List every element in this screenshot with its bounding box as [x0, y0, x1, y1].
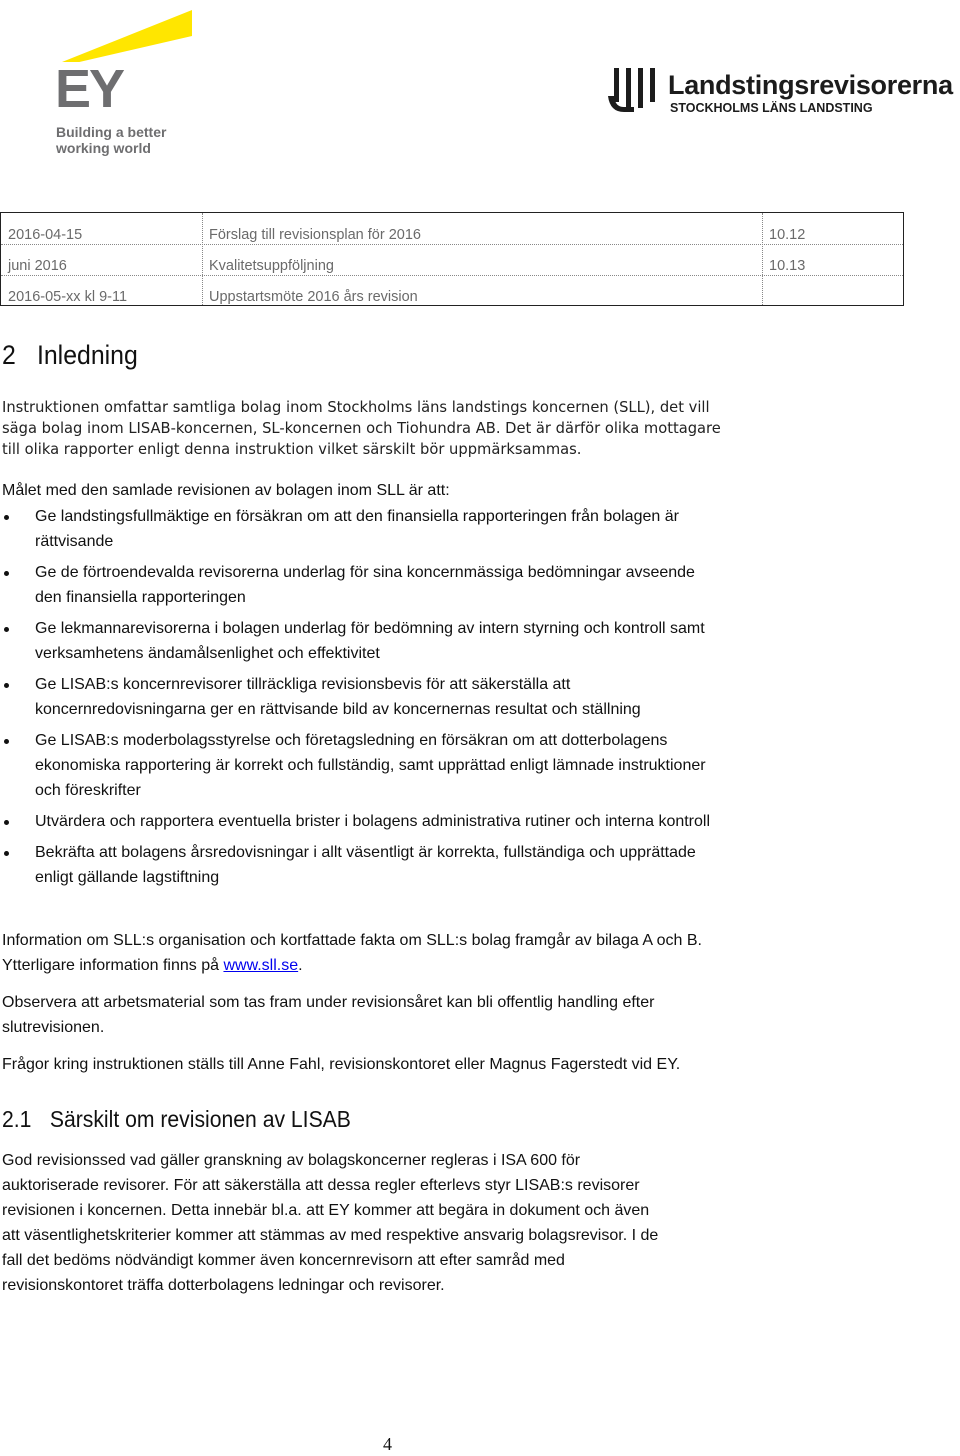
lr-subtitle: STOCKHOLMS LÄNS LANDSTING [670, 101, 873, 115]
table-cell-date: 2016-05-xx kl 9-11 [8, 289, 128, 305]
list-item [0, 504, 860, 554]
list-item-line: Ge de förtroendevalda revisorerna underlag för sina koncernmässiga bedömningar avseende [35, 564, 695, 581]
list-item-line: Utvärdera och rapportera eventuella brister i bolagens administrativa rutiner och interna kontroll [35, 813, 711, 830]
section-number: 2 [2, 340, 16, 370]
table-cell-date: juni 2016 [8, 258, 67, 274]
table-row [1, 275, 903, 306]
intro-paragraph [2, 397, 822, 460]
observe-line: Observera att arbetsmaterial som tas fram under revisionsåret kan bli offentlig handling efter [2, 994, 655, 1011]
list-item [0, 840, 860, 890]
lr-mark-icon [606, 66, 662, 116]
lisab-line: revisionskontoret träffa dotterbolagens ledningar och revisorer. [2, 1277, 445, 1294]
observe-line: slutrevisionen. [2, 1019, 105, 1036]
list-item-line: Ge landstingsfullmäktige en försäkran om att den finansiella rapporteringen från bolagen är [35, 508, 679, 525]
list-item [0, 809, 860, 834]
list-item-line: och föreskrifter [35, 782, 141, 799]
info-paragraph [2, 928, 822, 978]
lisab-line: att väsentlighetskriterier kommer att stämmas av med respektive ansvarig bolagsrevisor. I de [2, 1227, 659, 1244]
list-item [0, 560, 860, 610]
section-title: Inledning [36, 340, 138, 370]
ey-logo [52, 6, 192, 156]
list-item-line: Ge LISAB:s koncernrevisorer tillräckliga revisionsbevis för att säkerställa att [35, 676, 571, 693]
bullet-icon [4, 851, 9, 856]
ey-tagline-line1: Building a better [56, 124, 167, 140]
bullet-icon [4, 820, 9, 825]
contact-paragraph: Frågor kring instruktionen ställs till Anne Fahl, revisionskontoret eller Magnus Fagerstedt vid EY. [2, 1056, 681, 1073]
info-text: Ytterligare information finns på [2, 957, 224, 974]
list-item [0, 728, 860, 803]
bullet-icon [4, 739, 9, 744]
table-row [1, 244, 903, 275]
ey-tagline [56, 124, 166, 156]
lr-logo [606, 66, 960, 118]
lisab-line: revisionen i koncernen. Detta innebär bl.a. att EY kommer att begära in dokument och även [2, 1202, 650, 1219]
ey-mark: EY [55, 59, 124, 119]
table-cell-date: 2016-04-15 [8, 227, 83, 243]
table-cell-event: Förslag till revisionsplan för 2016 [209, 227, 421, 243]
page-number: 4 [383, 1434, 392, 1454]
bullet-icon [4, 571, 9, 576]
list-item-line: verksamhetens ändamålsenlighet och effektivitet [35, 645, 380, 662]
info-text: . [298, 957, 303, 974]
info-line [2, 953, 822, 978]
list-item-line: Ge lekmannarevisorerna i bolagen underlag för bedömning av intern styrning och kontroll samt [35, 620, 705, 637]
section-heading [2, 340, 138, 371]
list-item-line: Ge LISAB:s moderbolagsstyrelse och företagsledning en försäkran om att dotterbolagens [35, 732, 668, 749]
list-item-line: den finansiella rapporteringen [35, 589, 246, 606]
info-line: Information om SLL:s organisation och kortfattade fakta om SLL:s bolag framgår av bilaga A och B. [2, 932, 702, 949]
lisab-line: fall det bedöms nödvändigt kommer även koncernrevisorn att efter samråd med [2, 1252, 565, 1269]
goals-list [0, 504, 860, 896]
bullet-icon [4, 515, 9, 520]
sll-link[interactable]: www.sll.se [223, 957, 299, 974]
lisab-paragraph [2, 1148, 822, 1298]
lisab-line: God revisionssed vad gäller granskning av bolagskoncerner regleras i ISA 600 för [2, 1152, 581, 1169]
schedule-table [0, 212, 904, 306]
intro-line: Instruktionen omfattar samtliga bolag inom Stockholms läns landstings koncernen (SLL), det vill [2, 399, 710, 416]
intro-line: till olika rapporter enligt denna instruktion vilket särskilt bör uppmärksammas. [2, 441, 582, 458]
table-row [1, 213, 903, 244]
goals-lead: Målet med den samlade revisionen av bolagen inom SLL är att: [2, 482, 450, 499]
ey-tagline-line2: working world [56, 140, 151, 156]
subsection-heading [2, 1106, 351, 1133]
list-item-line: rättvisande [35, 533, 114, 550]
table-cell-ref: 10.13 [769, 258, 806, 274]
lr-name: Landstingsrevisorerna [668, 70, 953, 100]
ey-beam-icon [62, 6, 192, 62]
bullet-icon [4, 683, 9, 688]
list-item-line: Bekräfta att bolagens årsredovisningar i allt väsentligt är korrekta, fullständiga och upprättade [35, 844, 696, 861]
list-item-line: ekonomiska rapportering är korrekt och fullständig, samt upprättad enligt lämnade instruktioner [35, 757, 706, 774]
subsection-number: 2.1 [2, 1106, 32, 1132]
intro-line: säga bolag inom LISAB-koncernen, SL-koncernen och Tiohundra AB. Det är därför olika mottagare [2, 420, 721, 437]
lisab-line: auktoriserade revisorer. För att säkerställa att dessa regler efterlevs styr LISAB:s revisorer [2, 1177, 640, 1194]
list-item-line: koncernredovisningarna ger en rättvisande bild av koncernernas resultat och ställning [35, 701, 641, 718]
list-item [0, 616, 860, 666]
table-cell-event: Kvalitetsuppföljning [209, 258, 334, 274]
subsection-title: Särskilt om revisionen av LISAB [49, 1106, 351, 1132]
table-cell-ref: 10.12 [769, 227, 806, 243]
bullet-icon [4, 627, 9, 632]
observe-paragraph [2, 990, 822, 1040]
list-item [0, 672, 860, 722]
list-item-line: enligt gällande lagstiftning [35, 869, 220, 886]
table-cell-event: Uppstartsmöte 2016 års revision [209, 289, 418, 305]
